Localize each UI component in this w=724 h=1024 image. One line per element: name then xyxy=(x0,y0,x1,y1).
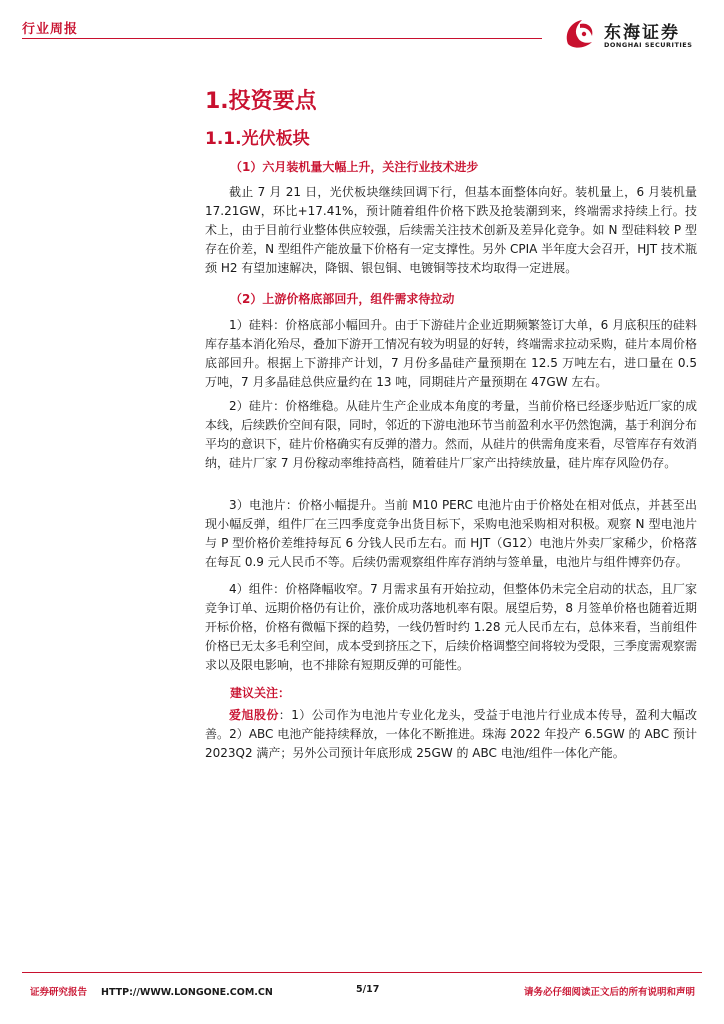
header-divider xyxy=(22,38,542,39)
footer-divider xyxy=(22,972,702,973)
page-number: 5/17 xyxy=(356,984,380,995)
logo-chinese-name: 东海证券 xyxy=(604,23,680,43)
recommend-paragraph xyxy=(205,706,697,763)
footer-url-link[interactable]: HTTP://WWW.LONGONE.COM.CN xyxy=(101,987,273,998)
recommend-text: ：1）公司作为电池片专业化龙头，受益于电池片行业成本传导，盈利大幅改善。2）ABC 电池产能持续释放，一体化不断推进。珠海 2022 年投产 6.5GW 的 ABC 预计 2023Q2 满产；另外公司预计年底形成 25GW 的 ABC 电池/组件一体化产能。 xyxy=(205,708,697,760)
wafer-paragraph: 2）硅片：价格维稳。从硅片生产企业成本角度的考量，当前价格已经逐步贴近厂家的成本线，后续跌价空间有限，同时，邻近的下游电池环节当前盈利水平仍然饱满，基于利润分布平均的意识下，硅片价格确实有反弹的潜力。然而，从硅片的供需角度来看，尽管库存有效消纳，硅片厂家 7 月份稼动率维持高档，随着硅片厂家产出持续放量，硅片库存风险仍存。 xyxy=(205,399,698,470)
cell-paragraph: 3）电池片：价格小幅提升。当前 M10 PERC 电池片由于价格处在相对低点，并甚至出现小幅反弹，组件厂在三四季度竞争出货目标下，采购电池采购相对积极。观察 N 型电池片与 P 型价格价差维持每瓦 6 分钱人民币左右。而 HJT（G12）电池片外卖厂家稀少，价格落在每瓦 0.9 元人民币不等。后续仍需观察组件库存消纳与签单量，电池片与组件博弈仍存。 xyxy=(205,498,697,569)
logo-english-name: DONGHAI SECURITIES xyxy=(604,41,693,49)
recommend-title: 建议关注： xyxy=(230,686,291,700)
footer-left xyxy=(30,984,273,998)
topic-1-paragraph: 截止 7 月 21 日，光伏板块继续回调下行，但基本面整体向好。装机量上，6 月装机量 17.21GW，环比+17.41%，预计随着组件价格下跌及抢装潮到来，终端需求持续上行。技术上，由于目前行业整体供应较强，后续需关注技术创新及差异化竞争。如 N 型硅料较 P 型存在价差，N 型组件产能放量下价格有一定支撑性。另外 CPIA 半年度大会召开，HJT 技术瓶颈 H2 有望加速解决，降铟、银包铜、电镀铜等技术均取得一定进展。 xyxy=(205,185,697,275)
section-heading: 1.投资要点 xyxy=(205,89,317,114)
company-logo xyxy=(560,14,710,54)
footer-disclaimer: 请务必仔细阅读正文后的所有说明和声明 xyxy=(524,987,696,998)
module-paragraph: 4）组件：价格降幅收窄。7 月需求虽有开始拉动，但整体仍未完全启动的状态，且厂家竞争订单、远期价格仍有让价，涨价成功落地机率有限。展望后势，8 月签单价格也随着近期开标价格，价格有微幅下探的趋势，一线仍暂时约 1.28 元人民币左右，总体来看，当前组件价格已无太多毛利空间，成本受到挤压之下，后续价格调整空间将较为受限，三季度需观察需求以及限电影响，也不排除有短期反弹的可能性。 xyxy=(205,582,698,672)
subsection-heading: 1.1.光伏板块 xyxy=(205,129,310,149)
topic-2-title: （2）上游价格底部回升，组件需求待拉动 xyxy=(230,292,455,306)
report-type-tag: 行业周报 xyxy=(22,22,79,37)
logo-emblem-icon xyxy=(560,14,600,54)
recommend-company: 爱旭股份 xyxy=(229,708,279,722)
footer-report-label: 证券研究报告 xyxy=(30,987,88,998)
silicon-material-paragraph: 1）硅料：价格底部小幅回升。由于下游硅片企业近期频繁签订大单，6 月底积压的硅料库存基本消化殆尽，叠加下游开工情况有较为明显的好转，终端需求拉动采购，硅片本周价格底部回升。根据上下游排产计划，7 月份多晶硅产量预期在 12.5 万吨左右，进口量在 0.5 万吨，7 月多晶硅总供应量约在 13 吨，同期硅片产量预期在 47GW 左右。 xyxy=(205,318,698,389)
topic-1-title: （1）六月装机量大幅上升，关注行业技术进步 xyxy=(230,160,479,174)
